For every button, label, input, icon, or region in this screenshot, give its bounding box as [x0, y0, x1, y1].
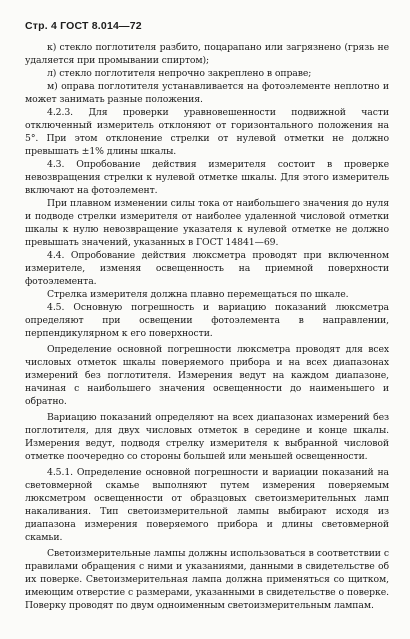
paragraph-4-3-detail: При плавном изменении силы тока от наибольшего значения до нуля и подводе стрелки измерителя от наиболее удаленной числовой отметки шкалы к нулю невозвращение указателя к нулевой отметке не должно превышать значений, указанных в ГОСТ 14841—69. — [25, 198, 389, 248]
paragraph-4-3: 4.3. Опробование действия измерителя состоит в проверке невозвращения стрелки к нулевой отметке шкалы. Для этого измеритель включают на фотоэлемент. — [25, 159, 389, 196]
paragraph-item-l: л) стекло поглотителя непрочно закреплено в оправе; — [47, 68, 312, 79]
paragraph-4-5-variation: Вариацию показаний определяют на всех диапазонах измерений без поглотителя, для двух числовых отметок в середине и конце шкалы. Измерения ведут, подводя стрелку измерителя к выбранной числовой отметке поочередно со стороны большей или меньшей освещенности. — [25, 412, 389, 462]
paragraph-4-5-error: Определение основной погрешности люксметра проводят для всех числовых отметок шкалы поверяемого прибора и на всех диапазонах измерений без поглотителя. Измерения ведут на каждом диапазоне, начиная с наибольшего значения освещенности до наименьшего и обратно. — [25, 344, 389, 407]
paragraph-4-4: 4.4. Опробование действия люксметра проводят при включенном измерителе, изменяя освещенность на приемной поверхности фотоэлемента. — [25, 250, 389, 287]
paragraph-4-5-1: 4.5.1. Определение основной погрешности и вариации показаний на световмерной скамье выполняют путем измерения поверяемым люксметром освещенности от образцовых светоизмерительных ламп накаливания. Тип светоизмерительной лампы выбирают исходя из диапазона измерения поверяемого прибора и длины световмерной скамьи. — [25, 467, 389, 543]
paragraph-lamps: Светоизмерительные лампы должны использоваться в соответствии с правилами обращения с ними и указаниями, данными в свидетельстве об их поверке. Светоизмерительная лампа должна применяться со щитком, имеющим отверстие с размерами, указанными в свидетельстве о поверке. Поверку проводят по двум одноименным светоизмерительным лампам. — [25, 548, 389, 611]
document-body — [25, 41, 389, 612]
paragraph-item-m: м) оправа поглотителя устанавливается на фотоэлементе неплотно и может занимать разные положения. — [25, 81, 389, 105]
paragraph-item-k: к) стекло поглотителя разбито, поцарапано или загрязнено (грязь не удаляется при промывании спиртом); — [25, 42, 389, 66]
paragraph-4-5: 4.5. Основную погрешность и вариацию показаний люксметра определяют при освещении фотоэлемента в направлении, перпендикулярном к его поверхности. — [25, 302, 389, 339]
paragraph-4-4-detail: Стрелка измерителя должна плавно перемещаться по шкале. — [47, 289, 349, 300]
paragraph-4-2-3: 4.2.3. Для проверки уравновешенности подвижной части отключенный измеритель отклоняют от горизонтального положения на 5°. При этом отклонение стрелки от нулевой отметки не должно превышать ±1% длины шкалы. — [25, 107, 389, 157]
page-header: Стр. 4 ГОСТ 8.014—72 — [25, 20, 142, 32]
